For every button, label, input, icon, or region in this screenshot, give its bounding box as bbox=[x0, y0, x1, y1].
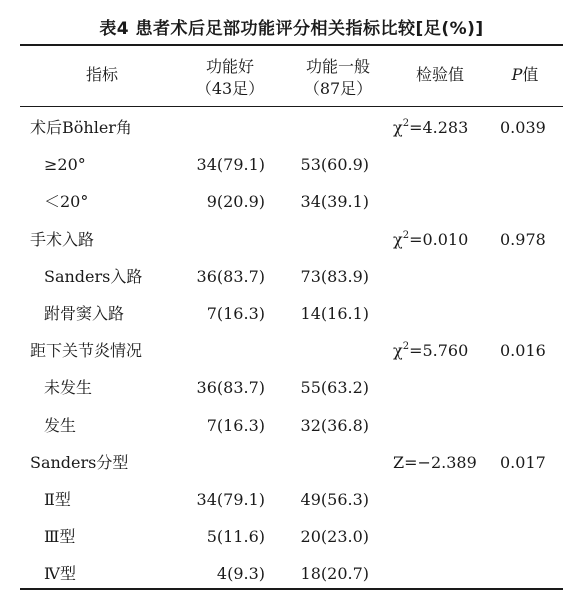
cell-good: 7(16.3) bbox=[206, 416, 265, 435]
cell-p-value: 0.978 bbox=[500, 230, 546, 249]
header-p-letter: P bbox=[511, 65, 523, 84]
test-statistic-symbol: χ bbox=[393, 341, 403, 360]
cell-good: 34(79.1) bbox=[196, 490, 265, 509]
cell-fair: 32(36.8) bbox=[300, 416, 369, 435]
header-good bbox=[185, 56, 275, 100]
cell-fair: 55(63.2) bbox=[300, 378, 369, 397]
row-label: ≥20° bbox=[44, 155, 86, 174]
test-statistic-superscript: 2 bbox=[402, 340, 410, 352]
cell-fair: 18(20.7) bbox=[300, 564, 369, 583]
cell-fair: 49(56.3) bbox=[300, 490, 369, 509]
cell-fair: 73(83.9) bbox=[300, 267, 369, 286]
cell-test-value bbox=[393, 341, 468, 361]
header-p-value bbox=[495, 64, 555, 86]
test-statistic-superscript: 2 bbox=[402, 117, 410, 129]
header-good-count: （43足） bbox=[195, 79, 265, 98]
header-p-suffix: 值 bbox=[522, 65, 539, 84]
test-statistic-value: =0.010 bbox=[409, 230, 469, 249]
row-label: 术后Böhler角 bbox=[30, 118, 132, 137]
header-good-label: 功能好 bbox=[205, 57, 254, 76]
test-statistic-symbol: Z bbox=[393, 453, 405, 472]
cell-fair: 53(60.9) bbox=[300, 155, 369, 174]
row-label: ＜20° bbox=[44, 192, 89, 211]
row-label: 手术入路 bbox=[30, 230, 95, 249]
table-title: 表4 患者术后足部功能评分相关指标比较[足(%)] bbox=[99, 19, 484, 39]
test-statistic-superscript: 2 bbox=[402, 229, 410, 241]
test-statistic-symbol: χ bbox=[393, 118, 403, 137]
cell-p-value: 0.016 bbox=[500, 341, 546, 360]
cell-good: 36(83.7) bbox=[196, 267, 265, 286]
cell-good: 7(16.3) bbox=[206, 304, 265, 323]
row-label: 未发生 bbox=[44, 378, 93, 397]
cell-good: 36(83.7) bbox=[196, 378, 265, 397]
cell-fair: 20(23.0) bbox=[300, 527, 369, 546]
top-rule bbox=[20, 44, 563, 46]
test-statistic-value: =4.283 bbox=[409, 118, 469, 137]
header-fair-count: （87足） bbox=[303, 79, 373, 98]
test-statistic-value: =−2.389 bbox=[404, 453, 477, 472]
cell-test-value bbox=[393, 118, 468, 138]
bottom-rule bbox=[20, 588, 563, 590]
cell-good: 4(9.3) bbox=[216, 564, 265, 583]
header-fair bbox=[288, 56, 388, 100]
test-statistic-value: =5.760 bbox=[409, 341, 469, 360]
header-indicator: 指标 bbox=[85, 65, 118, 84]
header-rule bbox=[20, 106, 563, 107]
row-label: 跗骨窦入路 bbox=[44, 304, 125, 323]
cell-good: 34(79.1) bbox=[196, 155, 265, 174]
cell-fair: 14(16.1) bbox=[300, 304, 369, 323]
row-label: Ⅲ型 bbox=[44, 527, 76, 546]
row-label: Sanders入路 bbox=[44, 267, 143, 286]
row-label: Sanders分型 bbox=[30, 453, 129, 472]
cell-test-value bbox=[393, 453, 477, 473]
test-statistic-symbol: χ bbox=[393, 230, 403, 249]
header-fair-label: 功能一般 bbox=[305, 57, 370, 76]
row-label: 距下关节炎情况 bbox=[30, 341, 143, 360]
row-label: Ⅳ型 bbox=[44, 564, 76, 583]
cell-fair: 34(39.1) bbox=[300, 192, 369, 211]
cell-good: 5(11.6) bbox=[206, 527, 265, 546]
cell-good: 9(20.9) bbox=[206, 192, 265, 211]
row-label: 发生 bbox=[44, 416, 77, 435]
cell-test-value bbox=[393, 230, 468, 250]
header-test-value: 检验值 bbox=[415, 65, 464, 84]
row-label: Ⅱ型 bbox=[44, 490, 71, 509]
cell-p-value: 0.039 bbox=[500, 118, 546, 137]
cell-p-value: 0.017 bbox=[500, 453, 546, 472]
